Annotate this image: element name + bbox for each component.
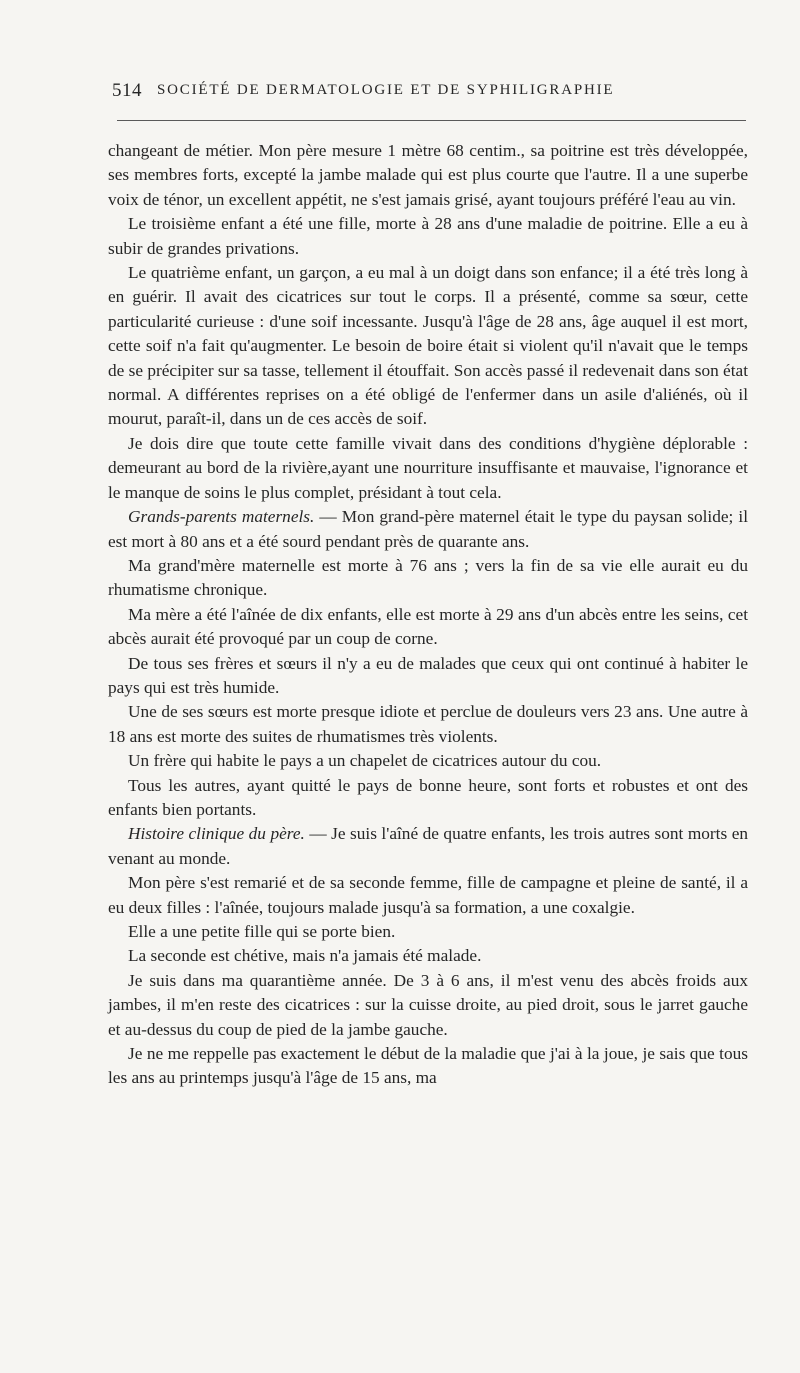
paragraph: La seconde est chétive, mais n'a jamais été malade. xyxy=(128,946,482,966)
paragraph: Mon père s'est remarié et de sa seconde femme, fille de campagne et pleine de santé, il a eu deux filles : l'aînée, toujours malade jusqu'à sa formation, a une coxalgie. xyxy=(108,873,748,917)
paragraph: Ma mère a été l'aînée de dix enfants, elle est morte à 29 ans d'un abcès entre les seins, cet abcès aurait été provoqué par un coup de corne. xyxy=(108,604,748,649)
paragraph: Tous les autres, ayant quitté le pays de bonne heure, sont forts et robustes et ont des enfants bien portants. xyxy=(108,775,748,819)
paragraph: Le troisième enfant a été une fille, morte à 28 ans d'une maladie de poitrine. Elle a eu à subir de grandes privations. xyxy=(108,214,748,258)
paragraph: Je ne me reppelle pas exactement le début de la maladie que j'ai à la joue, je sais que tous les ans au printemps jusqu'à l'âge de 15 ans, ma xyxy=(108,1044,748,1088)
body-text xyxy=(108,139,748,1091)
paragraph: Un frère qui habite le pays a un chapelet de cicatrices autour du cou. xyxy=(128,751,602,771)
page-header xyxy=(112,76,746,106)
page-number: 514 xyxy=(112,80,142,101)
paragraph: Je suis dans ma quarantième année. De 3 à 6 ans, il m'est venu des abcès froids aux jambes, il m'en reste des cicatrices : sur la cuisse droite, au pied droit, sous le jarret gauche et au-dessus du coup de pied de la jambe gauche. xyxy=(108,970,748,1039)
header-rule xyxy=(117,120,746,121)
paragraph: Une de ses sœurs est morte presque idiote et perclue de douleurs vers 23 ans. Une autre à 18 ans est morte des suites de rhumatismes très violents. xyxy=(108,702,748,746)
paragraph: Je dois dire que toute cette famille vivait dans des conditions d'hygiène déplorable : demeurant au bord de la rivière,ayant une nourriture insuffisante et mauvaise, l'ignorance et le manque de soins le plus complet, présidant à tout cela. xyxy=(108,433,748,502)
paragraph: Ma grand'mère maternelle est morte à 76 ans ; vers la fin de sa vie elle aurait eu du rhumatisme chronique. xyxy=(108,555,748,600)
paragraph: Histoire clinique du père. — Je suis l'aîné de quatre enfants, les trois autres sont morts en venant au monde. xyxy=(108,824,748,868)
running-title: SOCIÉTÉ DE DERMATOLOGIE ET DE SYPHILIGRAPHIE xyxy=(157,82,615,98)
paragraph: Le quatrième enfant, un garçon, a eu mal à un doigt dans son enfance; il a été très long à en guérir. Il avait des cicatrices sur tout le corps. Il a présenté, comme sa sœur, cette particularité curieuse : d'une soif incessante. Jusqu'à l'âge de 28 ans, âge auquel il est mort, cette soif n'a fait qu'augmenter. Le besoin de boire était si violent qu'il n'avait que le temps de se précipiter sur sa tasse, tellement il étouffait. Son accès passé il redevenait dans son état normal. A différentes reprises on a été obligé de l'enfermer dans un asile d'aliénés, où il mourut, paraît-il, dans un de ces accès de soif. xyxy=(108,263,748,429)
section-lead: Grands-parents maternels. xyxy=(128,507,315,527)
paragraph: De tous ses frères et sœurs il n'y a eu de malades que ceux qui ont continué à habiter le pays qui est très humide. xyxy=(108,653,748,697)
paragraph: Grands-parents maternels. — Mon grand-père maternel était le type du paysan solide; il est mort à 80 ans et a été sourd pendant près de quarante ans. xyxy=(108,507,748,551)
section-lead: Histoire clinique du père. xyxy=(128,824,305,844)
paragraph: changeant de métier. Mon père mesure 1 mètre 68 centim., sa poitrine est très développée, ses membres forts, excepté la jambe malade qui est plus courte que l'autre. Il a une superbe voix de ténor, un excellent appétit, ne s'est jamais grisé, ayant toujours préféré l'eau au vin. xyxy=(108,141,748,209)
paragraph: Elle a une petite fille qui se porte bien. xyxy=(128,922,396,941)
